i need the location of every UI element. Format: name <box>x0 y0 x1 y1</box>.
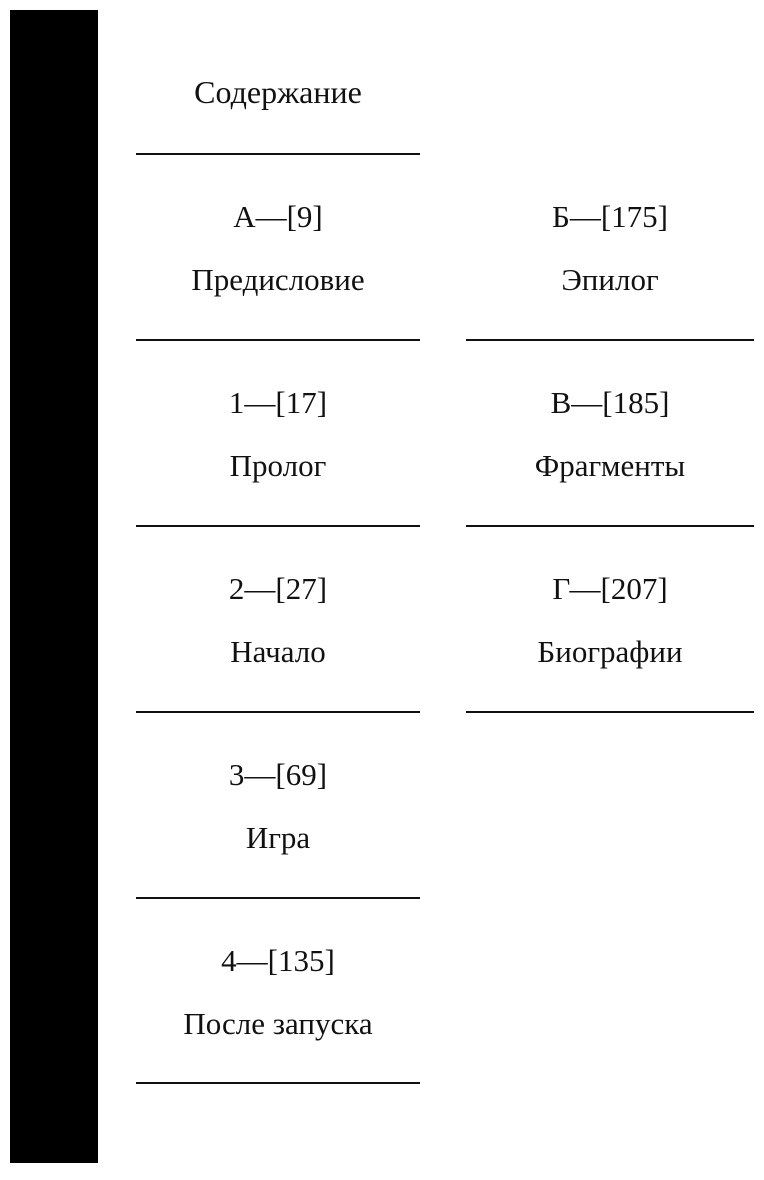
toc-entry-foreword[interactable] <box>136 197 420 300</box>
toc-entry-name: Пролог <box>229 448 327 483</box>
toc-divider <box>466 711 754 713</box>
toc-entry-after-launch[interactable] <box>136 941 420 1044</box>
toc-entry-name: Биографии <box>537 634 683 669</box>
toc-entry-number: Б—[175] <box>552 199 668 234</box>
toc-entry-name: Предисловие <box>191 262 365 297</box>
toc-divider <box>136 525 420 527</box>
toc-entry-number: А—[9] <box>233 199 323 234</box>
toc-entry-number: 4—[135] <box>221 943 335 978</box>
toc-entry-number: 1—[17] <box>228 385 328 420</box>
toc-entry-beginning[interactable] <box>136 569 420 672</box>
toc-divider <box>466 339 754 341</box>
toc-entry-name: После запуска <box>183 1006 373 1041</box>
toc-entry-biographies[interactable] <box>466 569 754 672</box>
toc-entry-name: Фрагменты <box>534 448 686 483</box>
toc-divider <box>136 339 420 341</box>
toc-divider <box>466 525 754 527</box>
toc-divider <box>136 711 420 713</box>
toc-entry-game[interactable] <box>136 755 420 858</box>
toc-entry-number: 3—[69] <box>228 757 328 792</box>
toc-title: Содержание <box>194 74 362 110</box>
toc-entry-epilogue[interactable] <box>466 197 754 300</box>
toc-entry-name: Эпилог <box>561 262 659 297</box>
book-spine-bar <box>10 10 98 1163</box>
toc-entry-name: Начало <box>230 634 326 669</box>
toc-entry-prologue[interactable] <box>136 383 420 486</box>
toc-entry-number: Г—[207] <box>552 571 668 606</box>
toc-divider <box>136 897 420 899</box>
toc-entry-name: Игра <box>245 820 311 855</box>
toc-divider <box>136 1082 420 1084</box>
toc-entry-number: В—[185] <box>550 385 670 420</box>
toc-entry-number: 2—[27] <box>228 571 328 606</box>
toc-entry-fragments[interactable] <box>466 383 754 486</box>
title-divider <box>136 153 420 155</box>
